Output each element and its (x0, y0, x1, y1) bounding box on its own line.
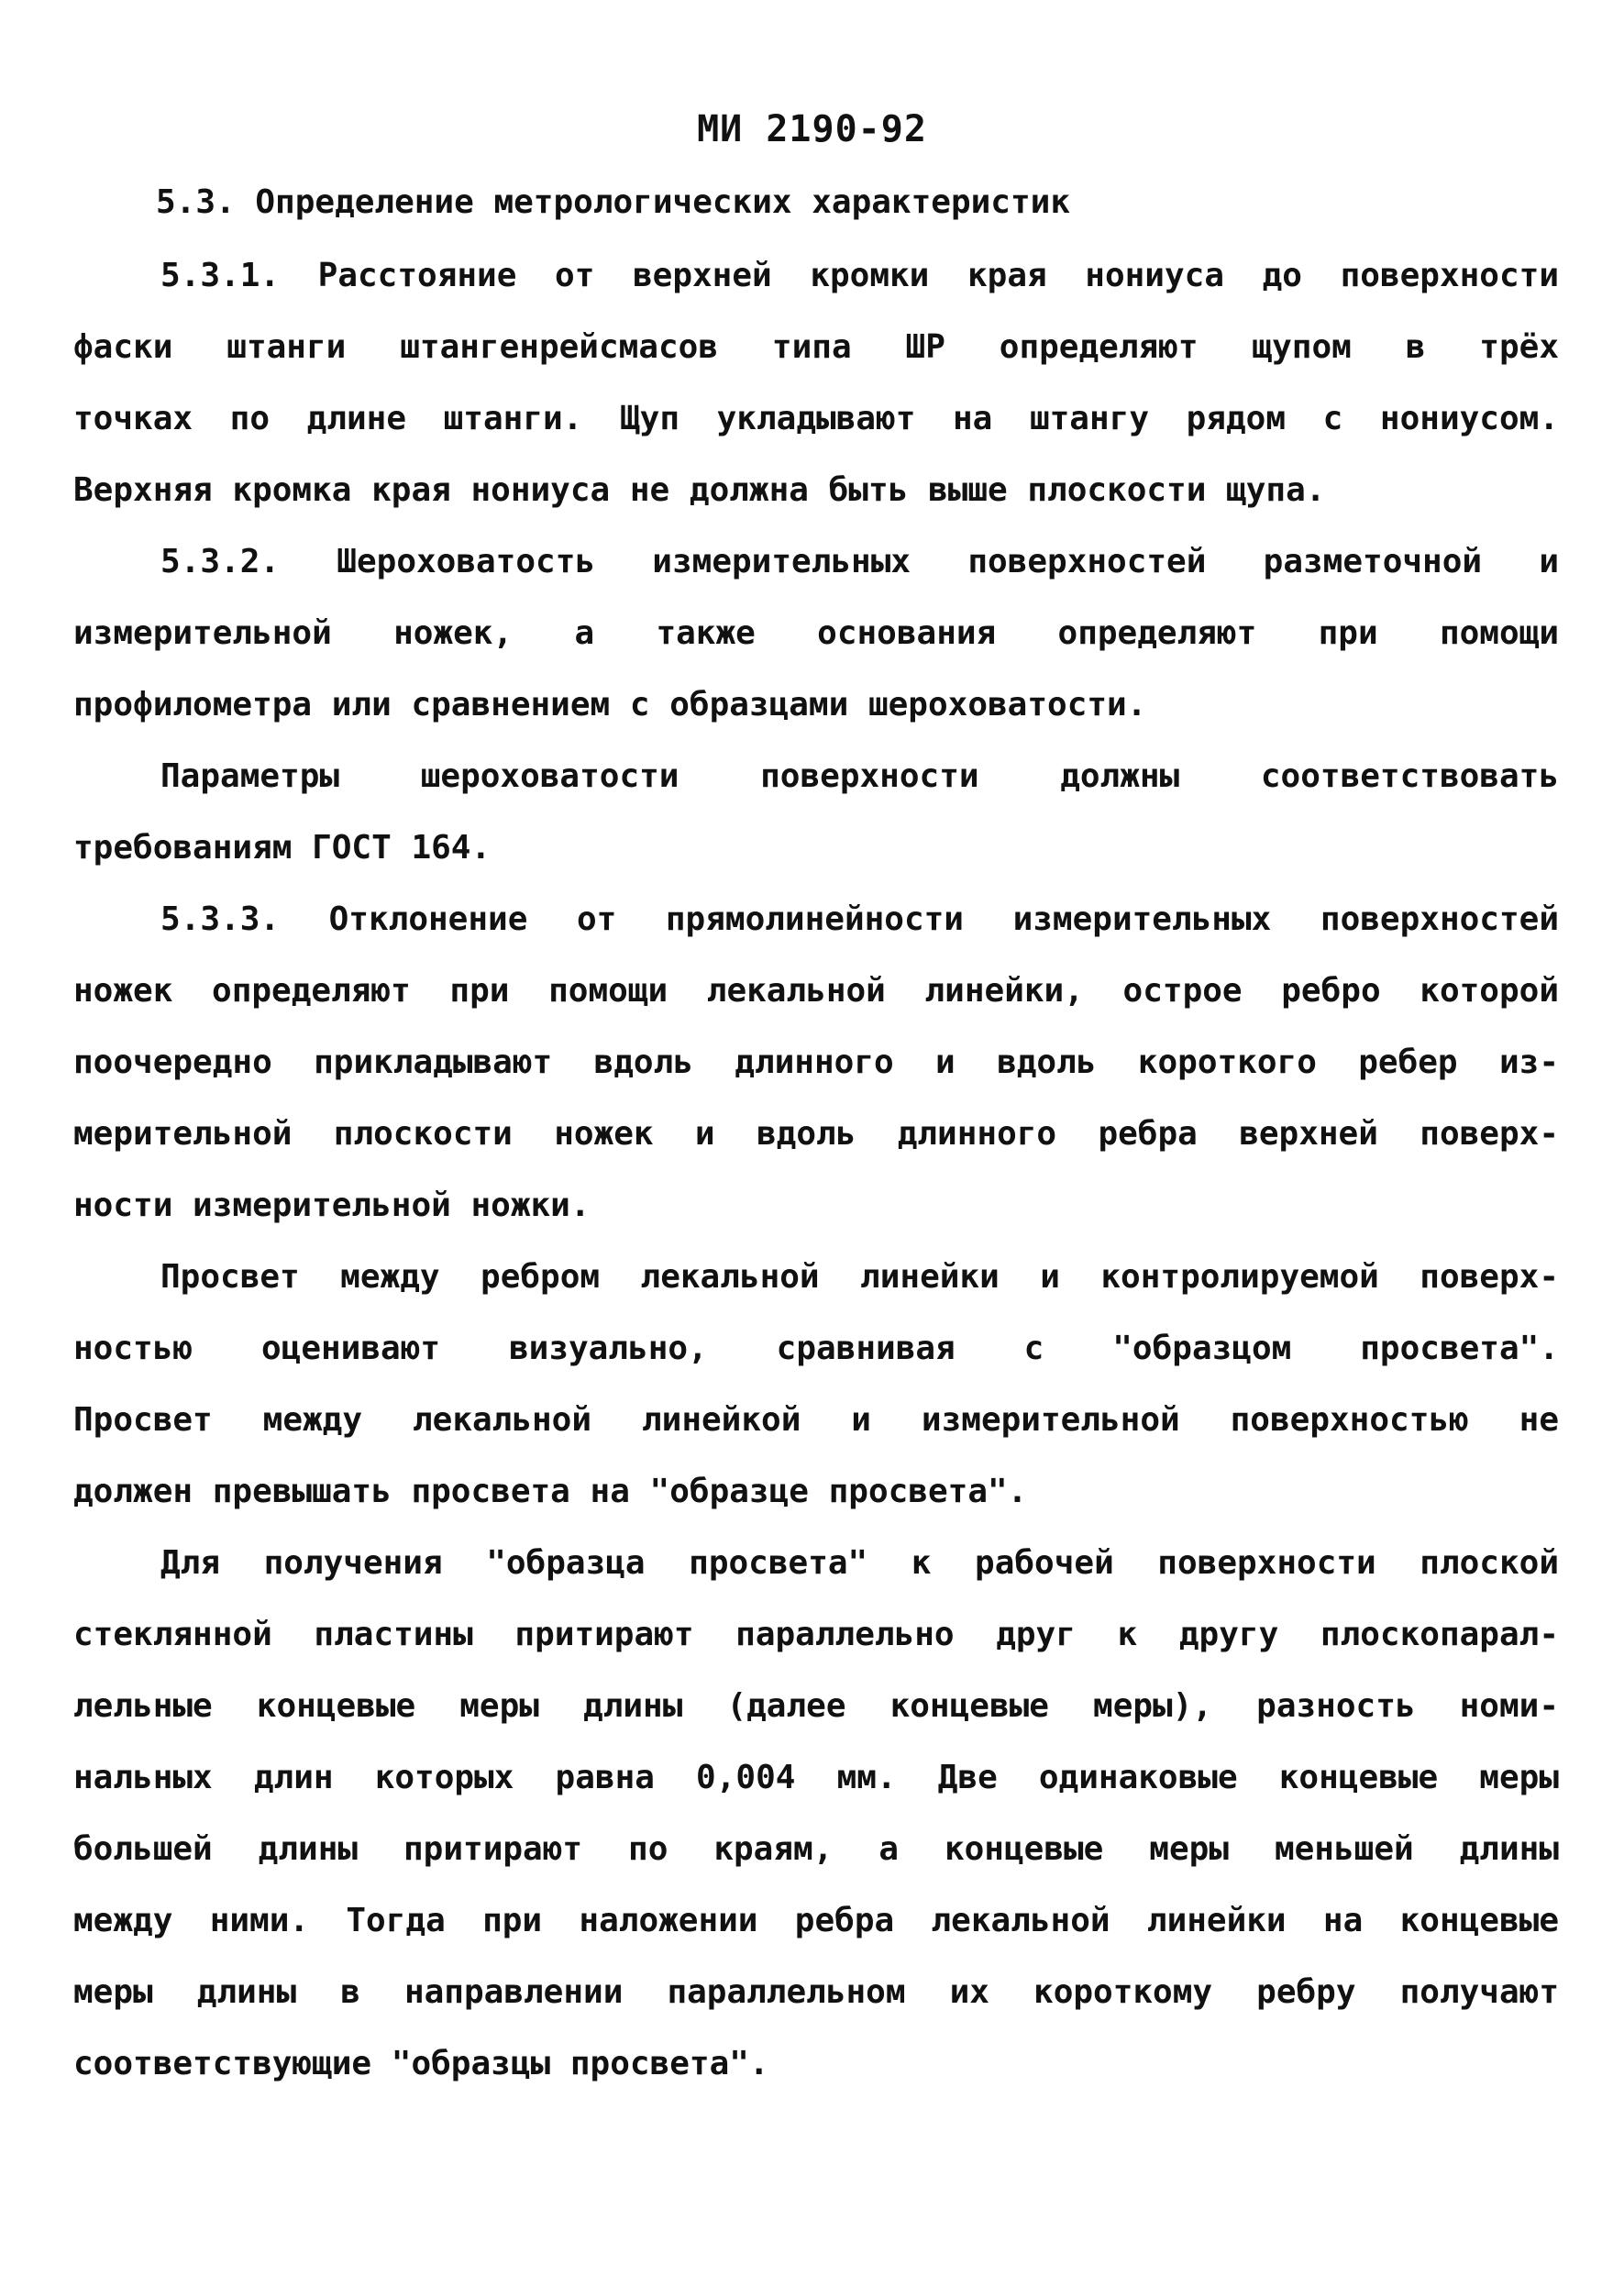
paragraph-gap-sample (73, 1528, 1559, 2100)
text-line: должен превышать просвета на "образце просвета". (73, 1473, 1028, 1510)
text-line: Верхняя кромка края нониуса не должна быть выше плоскости щупа. (73, 471, 1326, 509)
paragraph-5-3-2 (73, 526, 1559, 741)
text-line: ножек определяют при помощи лекальной линейки, острое ребро которой (73, 972, 1559, 1010)
text-line: между ними. Тогда при наложении ребра лекальной линейки на концевые (73, 1902, 1559, 1939)
section-title: 5.3. Определение метрологических характеристик (156, 183, 1070, 221)
document-code: МИ 2190-92 (697, 108, 927, 150)
text-line: лельные концевые меры длины (далее концевые меры), разность номи- (73, 1687, 1559, 1725)
paragraph-gap-evaluation (73, 1242, 1559, 1528)
text-line: меры длины в направлении параллельном их короткому ребру получают (73, 1973, 1559, 2011)
text-line: 5.3.2. Шероховатость измерительных поверхностей разметочной и (160, 543, 1559, 580)
text-line: соответствующие "образцы просвета". (73, 2045, 769, 2082)
text-line: Для получения "образца просвета" к рабочей поверхности плоской (160, 1544, 1559, 1582)
paragraph-5-3-3 (73, 884, 1559, 1242)
text-line: нальных длин которых равна 0,004 мм. Две одинаковые концевые меры (73, 1759, 1559, 1796)
text-line: измерительной ножек, а также основания определяют при помощи (73, 614, 1559, 652)
paragraph-5-3-1 (73, 240, 1559, 526)
text-line: Просвет между ребром лекальной линейки и контролируемой поверх- (160, 1258, 1559, 1296)
text-line: стеклянной пластины притирают параллельно друг к другу плоскопарал- (73, 1616, 1559, 1653)
text-line: мерительной плоскости ножек и вдоль длинного ребра верхней поверх- (73, 1115, 1559, 1153)
text-line: Параметры шероховатости поверхности должны соответствовать (160, 757, 1559, 795)
text-line: большей длины притирают по краям, а концевые меры меньшей длины (73, 1830, 1559, 1868)
text-line: фаски штанги штангенрейсмасов типа ШР определяют щупом в трёх (73, 328, 1559, 366)
text-line: ности измерительной ножки. (73, 1187, 591, 1224)
text-line: требованиям ГОСТ 164. (73, 829, 492, 867)
text-line: ностью оценивают визуально, сравнивая с "образцом просвета". (73, 1330, 1559, 1367)
text-line: 5.3.3. Отклонение от прямолинейности измерительных поверхностей (160, 900, 1559, 938)
text-line: точках по длине штанги. Щуп укладывают на штангу рядом с нониусом. (73, 400, 1559, 437)
text-line: профилометра или сравнением с образцами шероховатости. (73, 686, 1147, 723)
text-line: Просвет между лекальной линейкой и измерительной поверхностью не (73, 1401, 1559, 1439)
text-line: 5.3.1. Расстояние от верхней кромки края нониуса до поверхности (160, 257, 1559, 294)
text-line: поочередно прикладывают вдоль длинного и вдоль короткого ребер из- (73, 1044, 1559, 1081)
paragraph-roughness-params (73, 741, 1559, 884)
